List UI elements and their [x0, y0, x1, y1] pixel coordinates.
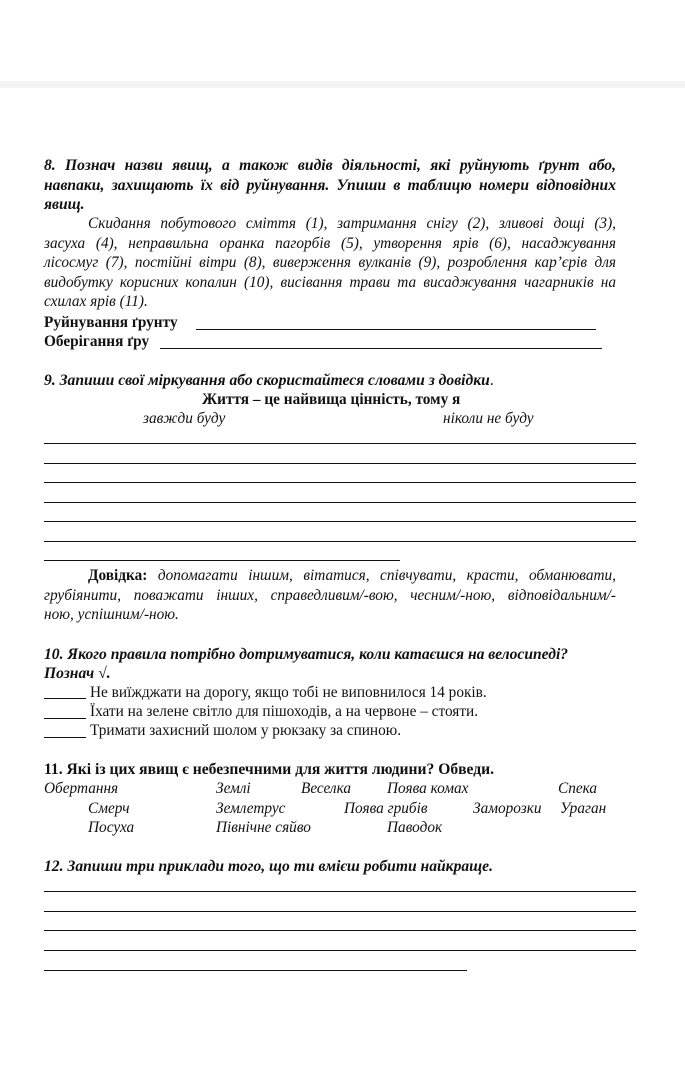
task8-body-line: схилах ярів (11).	[44, 293, 148, 310]
task12-answer-line[interactable]	[44, 950, 636, 951]
task8-body	[44, 214, 616, 312]
task11-title: 11. Які із цих явищ є небезпечними для життя людини? Обведи.	[44, 761, 495, 778]
task9-option-never: ніколи не буду	[443, 410, 534, 427]
task9-answer-line[interactable]	[44, 502, 636, 503]
task9-hint	[44, 566, 616, 625]
hint-label: Довідка:	[88, 567, 148, 584]
task8-body-line: видобутку корисних копалин (10), висівання трави та висаджування чагарників на	[44, 273, 616, 291]
task8-body-line: лісосмуг (7), постійні вітри (8), виверження вулканів (9), розроблення кар’єрів для	[44, 254, 616, 271]
task12-answer-line[interactable]	[44, 911, 636, 912]
phenomenon-word[interactable]: Заморозки	[473, 800, 542, 817]
task10-option: Не виїжджати на дорогу, якщо тобі не виповнилося 14 років.	[90, 684, 487, 701]
task9-answer-line[interactable]	[44, 560, 400, 561]
protection-answer-line[interactable]	[160, 348, 602, 349]
hint-text: допомагати іншим, вітатися, співчувати, красти, обманювати,	[157, 567, 616, 584]
hint-text: ною, успішним/-ною.	[44, 606, 179, 623]
task10-option: Їхати на зелене світло для пішоходів, а на червоне – стояти.	[90, 703, 479, 720]
task8-title-line: 8. Познач назви явищ, а також видів діяльності, які руйнують ґрунт або,	[44, 157, 616, 174]
phenomenon-word[interactable]: Землетрус	[216, 800, 286, 817]
phenomenon-word[interactable]: Паводок	[387, 819, 443, 836]
phenomenon-word[interactable]: Північне сяйво	[216, 819, 311, 836]
task8-title-line: явищ.	[44, 196, 85, 213]
task8-title	[44, 156, 616, 215]
task8-body-line: Скидання побутового сміття (1), затримання снігу (2), зливові дощі (3),	[88, 215, 616, 232]
task12-answer-line[interactable]	[44, 891, 636, 892]
phenomenon-word[interactable]: Обертання	[44, 780, 119, 797]
task9-answer-line[interactable]	[44, 541, 636, 542]
task9-option-always: завжди буду	[143, 410, 226, 427]
phenomenon-word[interactable]: Смерч	[88, 800, 130, 817]
task10-option: Тримати захисний шолом у рюкзаку за спиною.	[90, 722, 402, 739]
task9-statement: Життя – це найвища цінність, тому я	[202, 391, 461, 408]
task9-answer-line[interactable]	[44, 521, 636, 522]
phenomenon-word[interactable]: Веселка	[301, 780, 352, 797]
page-separator	[0, 81, 685, 88]
task10-checkbox-line[interactable]	[44, 737, 86, 738]
task10-checkbox-line[interactable]	[44, 718, 86, 719]
task9-title	[44, 371, 494, 391]
phenomenon-word[interactable]: Посуха	[88, 819, 135, 836]
task8-body-line: засуха (4), неправильна оранка пагорбів (5), утворення ярів (6), насаджування	[44, 234, 616, 252]
task12-title: 12. Запиши три приклади того, що ти вмієш робити найкраще.	[44, 858, 493, 875]
phenomenon-word[interactable]: Землі	[216, 780, 251, 797]
task9-answer-line[interactable]	[44, 463, 636, 464]
phenomenon-word[interactable]: Ураган	[560, 800, 607, 817]
protection-label: Оберігання ґру	[44, 333, 150, 350]
destruction-answer-line[interactable]	[196, 329, 596, 330]
task9-title-text: 9. Запиши свої міркування або скористайтеся словами з довідки	[44, 372, 490, 389]
phenomenon-word[interactable]: Поява грибів	[344, 800, 428, 817]
task10-instruction: Познач √.	[44, 665, 111, 682]
task9-answer-line[interactable]	[44, 443, 636, 444]
task8-title-line: навпаки, захищають їх від руйнування. Упиши в таблицю номери відповідних	[44, 176, 616, 194]
task10-checkbox-line[interactable]	[44, 698, 86, 699]
phenomenon-word[interactable]: Спека	[558, 780, 598, 797]
phenomenon-word[interactable]: Поява комах	[387, 780, 469, 797]
task9-answer-line[interactable]	[44, 482, 636, 483]
task10-title: 10. Якого правила потрібно дотримуватися, коли катаєшся на велосипеді?	[44, 646, 569, 663]
task12-answer-line[interactable]	[44, 930, 636, 931]
hint-text: грубіянити, поважати інших, справедливим/-вою, чесним/-ною, відповідальним/-	[44, 586, 616, 604]
task9-title-end: .	[489, 372, 494, 389]
destruction-label: Руйнування ґрунту	[44, 314, 178, 331]
task12-answer-line[interactable]	[44, 970, 467, 971]
